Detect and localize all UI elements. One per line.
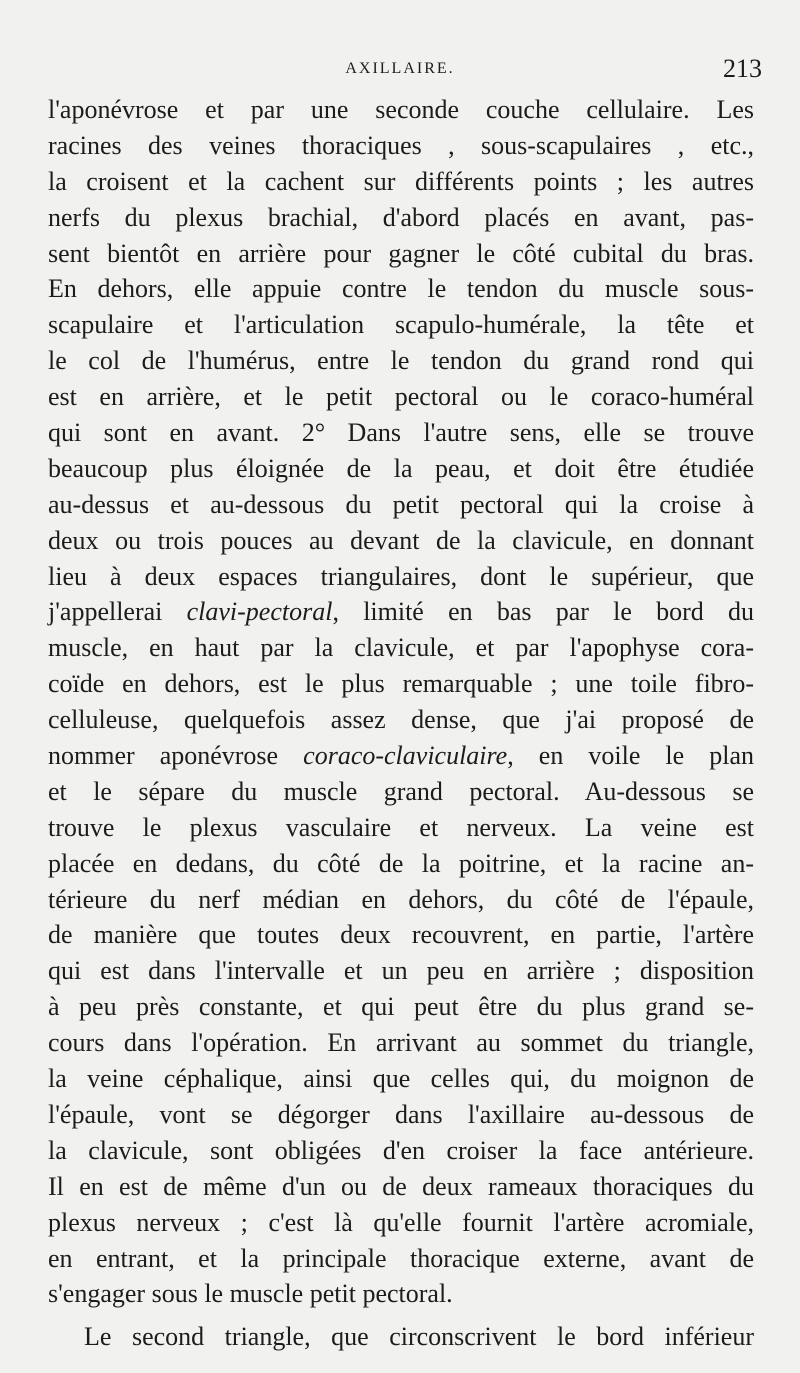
text-line: coïde en dehors, est le plus remarquable ; une toile fibro- bbox=[48, 669, 754, 699]
text-line: s'engager sous le muscle petit pectoral. bbox=[48, 1279, 453, 1309]
paragraph bbox=[48, 1319, 754, 1355]
text-line: Le second triangle, que circonscrivent le bord inférieur bbox=[84, 1322, 754, 1352]
text-line: lieu à deux espaces triangulaires, dont le supérieur, que bbox=[48, 561, 754, 591]
text-line: est en arrière, et le petit pectoral ou le coraco-huméral bbox=[48, 382, 754, 412]
text-line: beaucoup plus éloignée de la peau, et doit être étudiée bbox=[48, 453, 754, 483]
page-header bbox=[0, 54, 800, 84]
text-line: plexus nerveux ; c'est là qu'elle fournit l'artère acromiale, bbox=[48, 1207, 754, 1237]
text-line: et le sépare du muscle grand pectoral. Au-dessous se bbox=[48, 776, 754, 806]
text-line: cours dans l'opération. En arrivant au sommet du triangle, bbox=[48, 1028, 754, 1058]
text-line: trouve le plexus vasculaire et nerveux. La veine est bbox=[48, 812, 754, 842]
text-line: muscle, en haut par la clavicule, et par l'apophyse cora- bbox=[48, 633, 754, 663]
text-line: térieure du nerf médian en dehors, du côté de l'épaule, bbox=[48, 884, 754, 914]
text-line: qui est dans l'intervalle et un peu en arrière ; disposition bbox=[48, 956, 754, 986]
text-line: celluleuse, quelquefois assez dense, que j'ai proposé de bbox=[48, 705, 754, 735]
text-line: l'aponévrose et par une seconde couche cellulaire. Les bbox=[48, 95, 754, 124]
text-line: au-dessus et au-dessous du petit pectoral qui la croise à bbox=[48, 489, 754, 519]
paragraph bbox=[48, 92, 754, 1312]
text-line: de manière que toutes deux recouvrent, en partie, l'artère bbox=[48, 920, 754, 950]
running-head: AXILLAIRE. bbox=[345, 60, 455, 77]
page-number: 213 bbox=[723, 54, 762, 83]
text-line: à peu près constante, et qui peut être du plus grand se- bbox=[48, 992, 754, 1022]
text-line: la croisent et la cachent sur différents points ; les autres bbox=[48, 166, 754, 196]
text-line: placée en dedans, du côté de la poitrine, et la racine an- bbox=[48, 848, 754, 878]
text-line: Il en est de même d'un ou de deux rameaux thoraciques du bbox=[48, 1171, 754, 1201]
text-line: racines des veines thoraciques , sous-scapulaires , etc., bbox=[48, 130, 754, 160]
text-line: scapulaire et l'articulation scapulo-humérale, la tête et bbox=[48, 310, 754, 340]
body-text bbox=[48, 92, 754, 1355]
text-line: la clavicule, sont obligées d'en croiser la face antérieure. bbox=[48, 1135, 754, 1165]
text-line: en entrant, et la principale thoracique externe, avant de bbox=[48, 1243, 754, 1273]
text-line: l'épaule, vont se dégorger dans l'axillaire au-dessous de bbox=[48, 1099, 754, 1129]
text-line: le col de l'humérus, entre le tendon du grand rond qui bbox=[48, 346, 754, 376]
text-line: nerfs du plexus brachial, d'abord placés en avant, pas- bbox=[48, 202, 754, 232]
text-line: qui sont en avant. 2° Dans l'autre sens, elle se trouve bbox=[48, 418, 754, 448]
text-line: nommer aponévrose coraco-claviculaire, en voile le plan bbox=[48, 741, 754, 771]
text-line: En dehors, elle appuie contre le tendon du muscle sous- bbox=[48, 274, 754, 304]
text-line: deux ou trois pouces au devant de la clavicule, en donnant bbox=[48, 525, 754, 555]
text-line: la veine céphalique, ainsi que celles qui, du moignon de bbox=[48, 1064, 754, 1094]
text-line: sent bientôt en arrière pour gagner le côté cubital du bras. bbox=[48, 238, 754, 268]
text-line: j'appellerai clavi-pectoral, limité en bas par le bord du bbox=[48, 597, 754, 627]
